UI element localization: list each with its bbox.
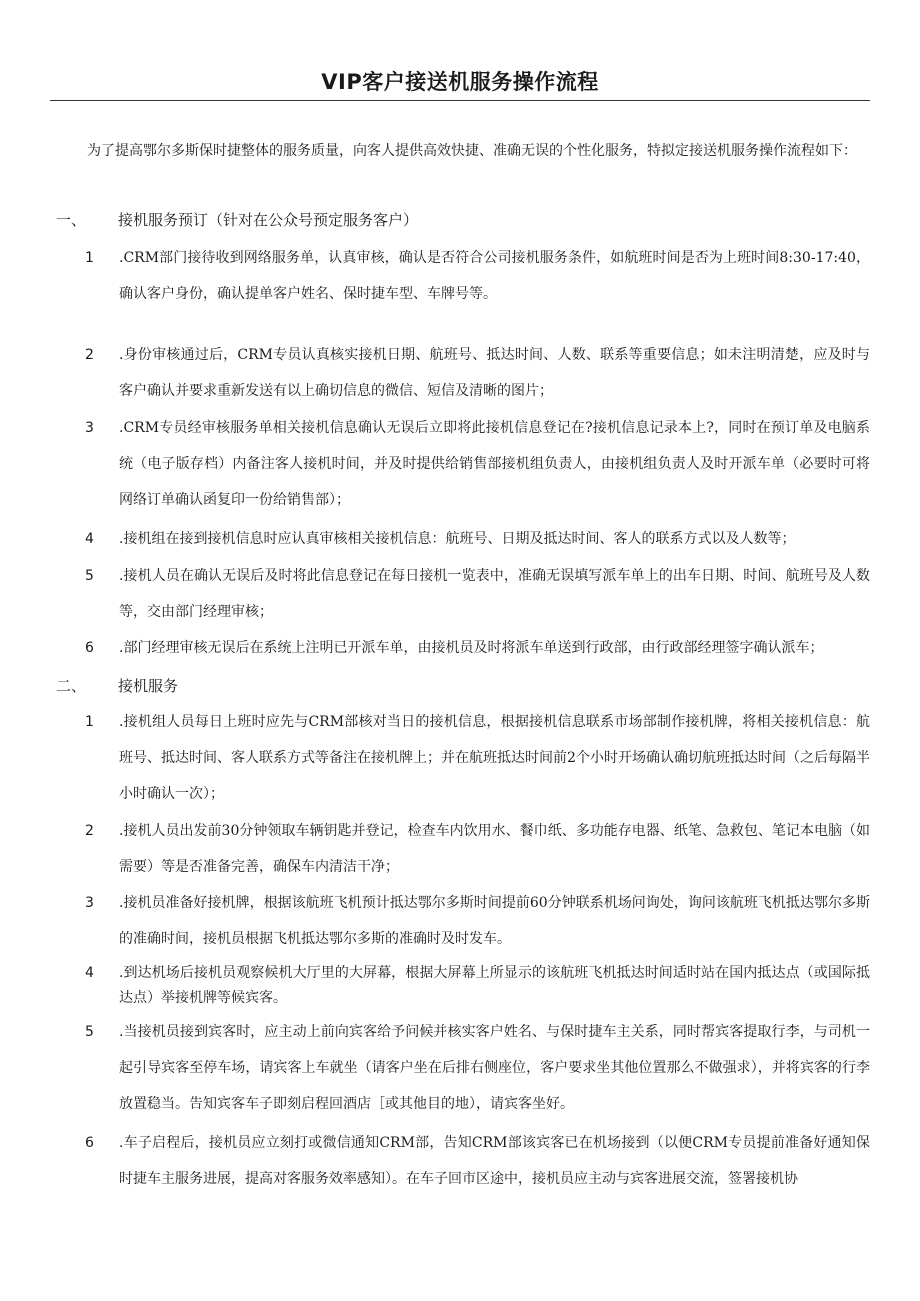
item-number: 6	[85, 640, 94, 656]
list-item	[85, 885, 870, 957]
list-item	[85, 813, 870, 885]
item-number: 2	[85, 347, 94, 363]
item-number: 2	[85, 823, 94, 839]
item-text: .接机人员出发前30分钟领取车辆钥匙并登记，检查车内饮用水、餐巾纸、多功能存电器、纸笔、急救包、笔记本电脑（如需要）等是否准备完善，确保车内清洁干净；	[119, 823, 870, 875]
item-text: .接机组在接到接机信息时应认真审核相关接机信息：航班号、日期及抵达时间、客人的联系方式以及人数等；	[119, 531, 796, 547]
intro-paragraph: 为了提高鄂尔多斯保时捷整体的服务质量，向客人提供高效快捷、准确无误的个性化服务，特拟定接送机服务操作流程如下：	[87, 143, 857, 159]
section-title: 接机服务	[118, 677, 179, 695]
item-text: .部门经理审核无误后在系统上注明已开派车单，由接机员及时将派车单送到行政部，由行政部经理签字确认派车；	[119, 640, 824, 656]
item-number: 5	[85, 568, 94, 584]
list-item	[85, 1014, 870, 1122]
section-heading-1	[56, 209, 418, 230]
list-item	[85, 961, 870, 1011]
list-item	[85, 410, 870, 518]
item-text: .身份审核通过后，CRM专员认真核实接机日期、航班号、抵达时间、人数、联系等重要信息；如未注明清楚，应及时与客户确认并要求重新发送有以上确切信息的微信、短信及清晰的图片；	[119, 347, 870, 399]
item-number: 3	[85, 895, 94, 911]
list-item	[85, 558, 870, 630]
list-item	[85, 1125, 870, 1197]
item-number: 5	[85, 1024, 94, 1040]
item-text: .接机员准备好接机牌，根据该航班飞机预计抵达鄂尔多斯时间提前60分钟联系机场问询处，询问该航班飞机抵达鄂尔多斯的准确时间，接机员根据飞机抵达鄂尔多斯的准确时及时发车。	[119, 895, 870, 947]
list-item	[85, 240, 870, 312]
list-item	[85, 521, 870, 557]
item-text: .到达机场后接机员观察候机大厅里的大屏幕，根据大屏幕上所显示的该航班飞机抵达时间适时站在国内抵达点（或国际抵达点）举接机牌等候宾客。	[119, 965, 870, 1006]
list-item	[85, 630, 870, 666]
item-number: 1	[85, 250, 94, 266]
item-text: .CRM专员经审核服务单相关接机信息确认无误后立即将此接机信息登记在?接机信息记录本上?，同时在预订单及电脑系统（电子版存档）内备注客人接机时间，并及时提供给销售部接机组负责人，由接机组负责人及时开派车单（必要时可将网络订单确认函复印一份给销售部）；	[119, 420, 870, 508]
section-heading-2	[56, 675, 178, 696]
item-text: .CRM部门接待收到网络服务单，认真审核，确认是否符合公司接机服务条件，如航班时间是否为上班时间8:30-17:40，确认客户身份，确认提单客户姓名、保时捷车型、车牌号等。	[119, 250, 870, 302]
item-number: 1	[85, 714, 94, 730]
document-title: VIP客户接送机服务操作流程	[321, 70, 599, 94]
item-text: .接机组人员每日上班时应先与CRM部核对当日的接机信息，根据接机信息联系市场部制作接机牌，将相关接机信息：航班号、抵达时间、客人联系方式等备注在接机牌上；并在航班抵达时间前2个小时开场确认确切航班抵达时间（之后每隔半小时确认一次）；	[119, 714, 870, 802]
section-number: 二、	[56, 677, 87, 695]
list-item	[85, 337, 870, 409]
item-number: 3	[85, 420, 94, 436]
item-number: 6	[85, 1135, 94, 1151]
item-number: 4	[85, 965, 94, 981]
list-item	[85, 704, 870, 812]
item-number: 4	[85, 531, 94, 547]
section-number: 一、	[56, 211, 87, 229]
title-underline	[50, 100, 870, 101]
item-text: .当接机员接到宾客时，应主动上前向宾客给予问候并核实客户姓名、与保时捷车主关系，同时帮宾客提取行李，与司机一起引导宾客至停车场，请宾客上车就坐（请客户坐在后排右侧座位，客户要求坐其他位置那么不做强求），并将宾客的行李放置稳当。告知宾客车子即刻启程回酒店［或其他目的地），请宾客坐好。	[119, 1024, 870, 1112]
item-text: .车子启程后，接机员应立刻打或微信通知CRM部，告知CRM部该宾客已在机场接到（以便CRM专员提前准备好通知保时捷车主服务进展，提高对客服务效率感知）。在车子回市区途中，接机员应主动与宾客进展交流，签署接机协	[119, 1135, 870, 1187]
item-text: .接机人员在确认无误后及时将此信息登记在每日接机一览表中，准确无误填写派车单上的出车日期、时间、航班号及人数等，交由部门经理审核；	[119, 568, 870, 620]
section-title: 接机服务预订（针对在公众号预定服务客户）	[118, 211, 419, 229]
